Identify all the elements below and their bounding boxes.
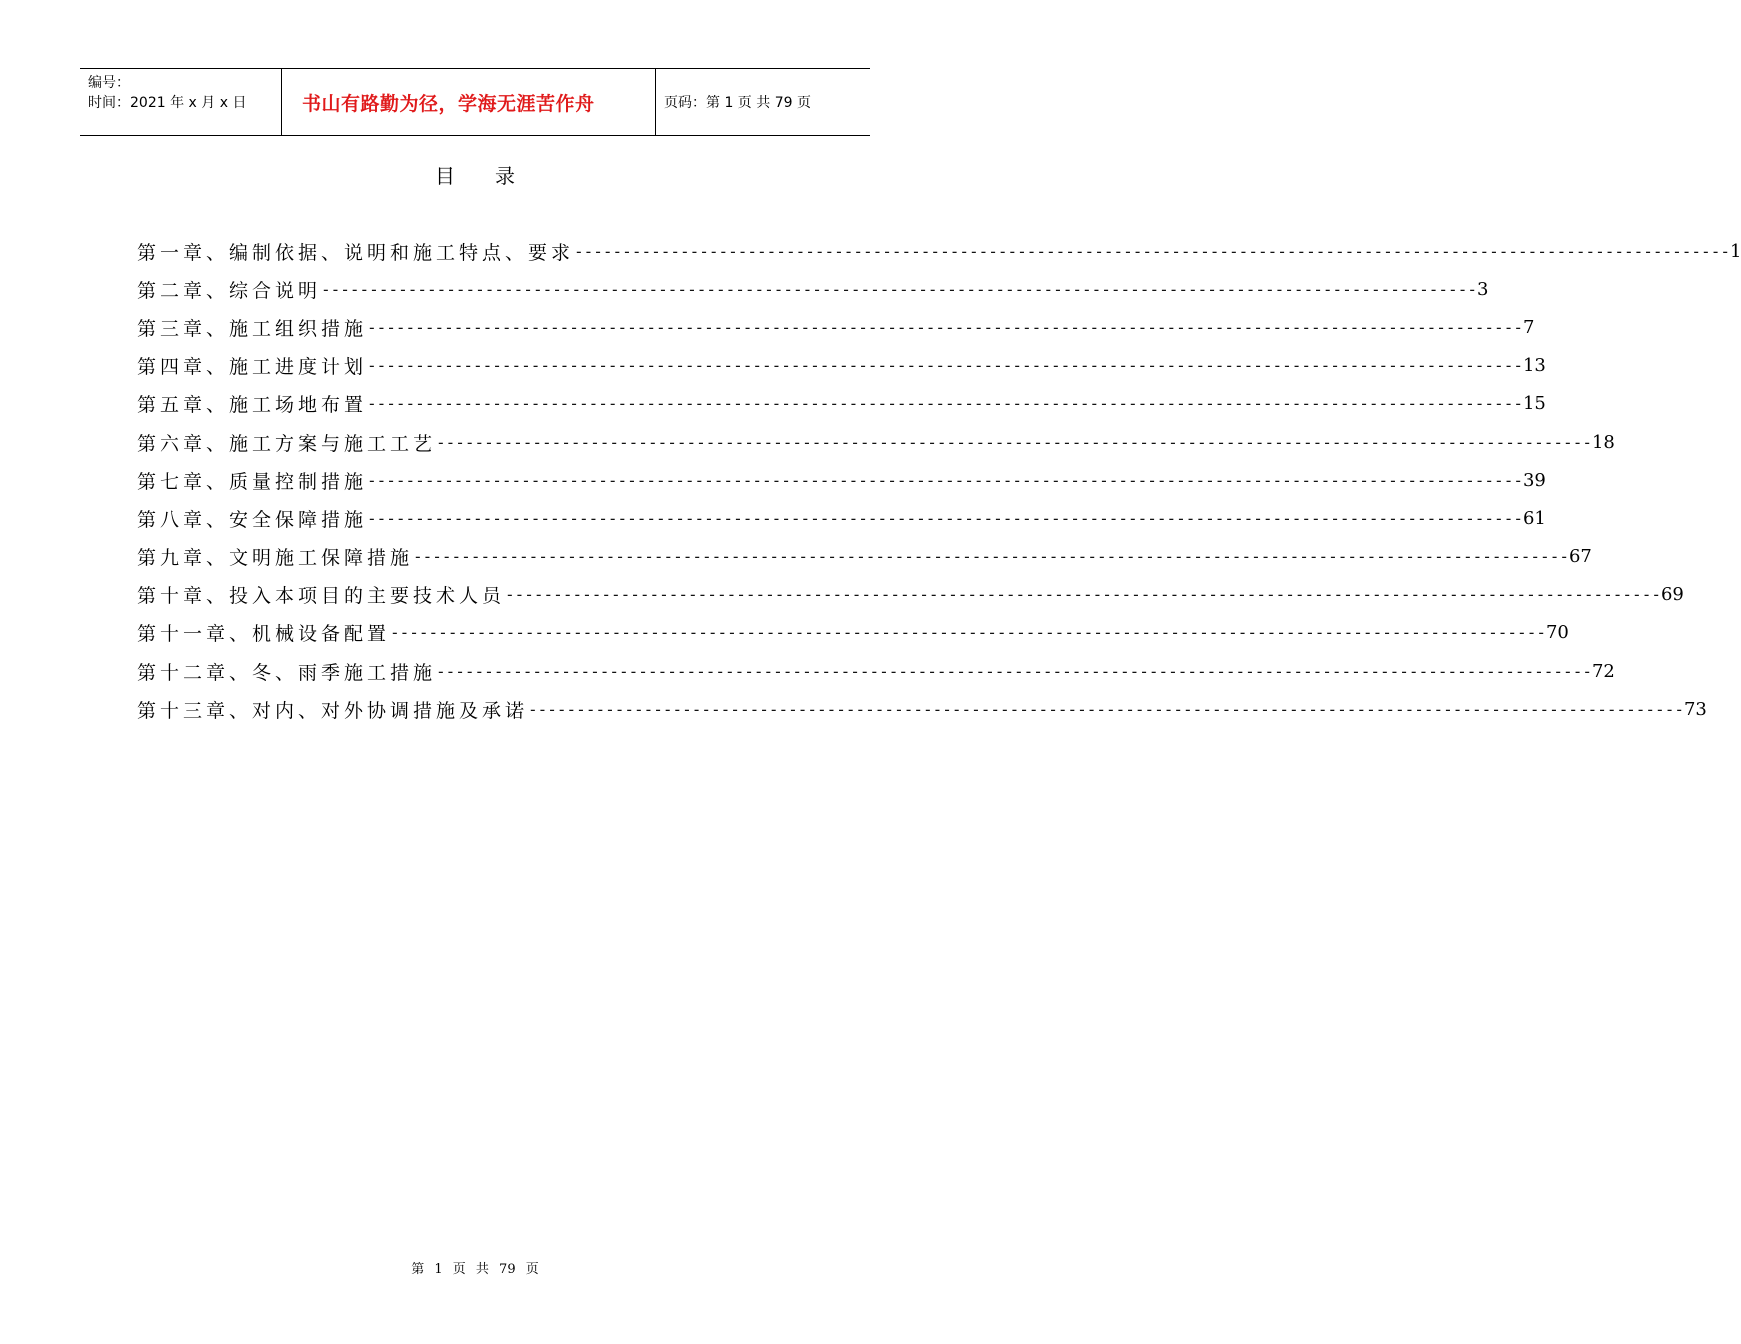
header-motto: 书山有路勤为径，学海无涯苦作舟 [302, 92, 595, 115]
page-footer: 第 1 页 共 79 页 [411, 1262, 539, 1277]
toc-entry-label: 第二章、综合说明 [137, 279, 322, 302]
toc-entry[interactable] [137, 690, 1707, 728]
toc-entry-label: 第七章、质量控制措施 [137, 470, 368, 493]
toc-entry[interactable] [137, 308, 1535, 346]
toc-entry-label: 第十一章、机械设备配置 [137, 623, 391, 646]
toc-leader: ------------------------------------------------------------------------------------------------------------------------ [321, 279, 1477, 299]
toc-entry[interactable] [137, 614, 1569, 652]
table-of-contents [137, 232, 1741, 728]
toc-leader: ------------------------------------------------------------------------------------------------------------------------ [436, 661, 1592, 681]
toc-entry[interactable] [137, 270, 1489, 308]
toc-entry-page: 61 [1522, 507, 1546, 529]
toc-entry[interactable] [137, 652, 1615, 690]
toc-entry[interactable] [137, 576, 1684, 614]
toc-entry-label: 第三章、施工组织措施 [137, 317, 368, 340]
toc-title: 目录 [435, 164, 555, 188]
toc-leader: ------------------------------------------------------------------------------------------------------------------------ [367, 508, 1523, 528]
toc-entry[interactable] [137, 232, 1741, 270]
toc-leader: ------------------------------------------------------------------------------------------------------------------------ [505, 585, 1661, 605]
toc-entry[interactable] [137, 423, 1615, 461]
toc-entry-page: 13 [1522, 355, 1546, 377]
toc-leader: ------------------------------------------------------------------------------------------------------------------------ [367, 356, 1523, 376]
toc-leader: ------------------------------------------------------------------------------------------------------------------------ [390, 623, 1546, 643]
toc-entry[interactable] [137, 347, 1546, 385]
toc-leader: ------------------------------------------------------------------------------------------------------------------------ [528, 699, 1684, 719]
document-header [80, 68, 870, 136]
toc-entry-label: 第六章、施工方案与施工工艺 [137, 432, 437, 455]
toc-leader: ------------------------------------------------------------------------------------------------------------------------ [367, 317, 1523, 337]
header-page-cell [656, 69, 870, 135]
toc-entry-label: 第八章、安全保障措施 [137, 508, 368, 531]
toc-entry-label: 第五章、施工场地布置 [137, 394, 368, 417]
toc-leader: ------------------------------------------------------------------------------------------------------------------------ [367, 470, 1523, 490]
toc-entry-label: 第十章、投入本项目的主要技术人员 [137, 585, 506, 608]
document-date: 时间：2021 年 x 月 x 日 [88, 95, 247, 111]
toc-leader: ------------------------------------------------------------------------------------------------------------------------ [574, 241, 1730, 261]
header-page-code: 页码：第 1 页 共 79 页 [664, 95, 811, 111]
toc-entry-page: 15 [1522, 393, 1546, 415]
toc-leader: ------------------------------------------------------------------------------------------------------------------------ [436, 432, 1592, 452]
toc-entry-page: 18 [1591, 431, 1615, 453]
toc-entry-page: 72 [1591, 660, 1615, 682]
header-meta-cell [80, 69, 282, 135]
toc-entry-page: 1 [1729, 240, 1741, 262]
document-number-label: 编号： [88, 75, 130, 91]
toc-entry-page: 39 [1522, 469, 1546, 491]
toc-leader: ------------------------------------------------------------------------------------------------------------------------ [413, 547, 1569, 567]
header-motto-cell [282, 69, 656, 135]
toc-entry-page: 3 [1476, 278, 1489, 300]
toc-entry[interactable] [137, 385, 1546, 423]
toc-entry[interactable] [137, 461, 1546, 499]
toc-entry[interactable] [137, 538, 1592, 576]
toc-entry-page: 73 [1683, 698, 1707, 720]
toc-entry-label: 第四章、施工进度计划 [137, 356, 368, 379]
toc-entry[interactable] [137, 499, 1546, 537]
toc-entry-page: 70 [1545, 622, 1569, 644]
toc-entry-page: 67 [1568, 546, 1592, 568]
toc-entry-label: 第九章、文明施工保障措施 [137, 547, 414, 570]
toc-leader: ------------------------------------------------------------------------------------------------------------------------ [367, 394, 1523, 414]
toc-entry-label: 第十二章、冬、雨季施工措施 [137, 661, 437, 684]
toc-entry-page: 69 [1660, 584, 1684, 606]
toc-entry-page: 7 [1522, 316, 1535, 338]
toc-entry-label: 第十三章、对内、对外协调措施及承诺 [137, 699, 529, 722]
toc-entry-label: 第一章、编制依据、说明和施工特点、要求 [137, 241, 575, 264]
